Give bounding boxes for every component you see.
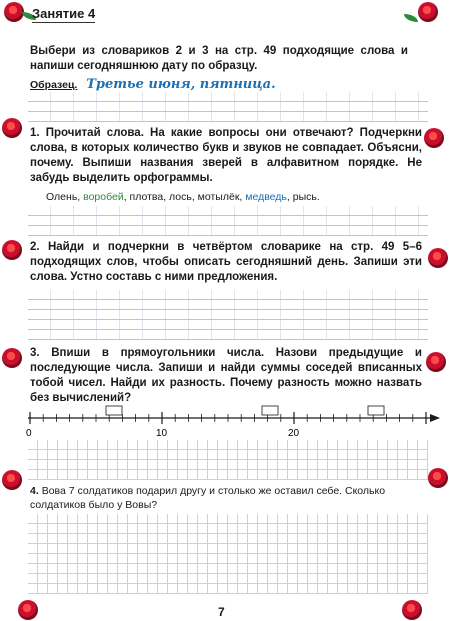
rose-decoration: [426, 352, 446, 372]
answer-box[interactable]: [262, 406, 278, 415]
word-list: , плотва, лось, мотылёк,: [123, 191, 246, 203]
number-line: [22, 404, 442, 444]
leaf-decoration: [404, 14, 418, 22]
intro-text: Выбери из словариков 2 и 3 на стр. 49 подходящие слова и напиши сегодняшнюю дату по образцу.: [30, 45, 408, 72]
sample-date: Третье июня, пятница.: [86, 77, 276, 92]
rose-decoration: [418, 2, 438, 22]
answer-box[interactable]: [106, 406, 122, 415]
word-highlight: воробей: [83, 191, 124, 203]
sample-row: [30, 78, 276, 92]
tick-label: 10: [156, 428, 168, 439]
rose-decoration: [2, 118, 22, 138]
task4-number: 4.: [30, 485, 39, 497]
rose-decoration: [4, 2, 24, 22]
rose-decoration: [2, 348, 22, 368]
task1-text: [30, 126, 422, 186]
task2-text: [30, 240, 422, 285]
tick-label: 20: [288, 428, 300, 439]
rose-decoration: [2, 240, 22, 260]
page-number: 7: [218, 605, 225, 619]
rose-decoration: [428, 468, 448, 488]
word-list: , рысь.: [286, 191, 320, 203]
rose-decoration: [424, 128, 444, 148]
rose-decoration: [2, 470, 22, 490]
rose-decoration: [18, 600, 38, 620]
task3-number: 3.: [30, 347, 40, 359]
task4-body: Вова 7 солдатиков подарил другу и столько же оставил себе. Сколько солдатиков было у Вовы?: [30, 485, 386, 511]
writing-lines: [28, 206, 428, 236]
task3-body: Впиши в прямоугольники числа. Назови предыдущие и последующие числа. Запиши и найди суммы соседей вписанных тобой чисел. Найди их разность. Почему разность можно назвать без вычислений?: [30, 347, 422, 404]
square-grid: [28, 440, 428, 480]
tick-label: 0: [26, 428, 32, 439]
task3-text: [30, 346, 422, 406]
answer-box[interactable]: [368, 406, 384, 415]
rose-decoration: [402, 600, 422, 620]
task1-number: 1.: [30, 127, 40, 139]
task1-body: Прочитай слова. На какие вопросы они отвечают? Подчеркни слова, в которых количество букв и звуков не совпадает. Объясни, почему. Выпиши названия зверей в алфавитном порядке. Не забудь выделить орфограммы.: [30, 127, 422, 184]
task4-text: [30, 484, 422, 512]
rose-decoration: [428, 248, 448, 268]
word-list: Олень,: [46, 191, 84, 203]
task2-body: Найди и подчеркни в четвёртом словарике на стр. 49 5–6 подходящих слов, чтобы описать сегодняшний день. Запиши эти слова. Устно составь с ними предложения.: [30, 241, 422, 283]
word-highlight: медведь: [245, 191, 287, 203]
writing-lines: [28, 290, 428, 340]
task1-words: [46, 190, 320, 204]
task2-number: 2.: [30, 241, 40, 253]
writing-lines: [28, 92, 428, 122]
sample-label: Образец.: [30, 79, 78, 91]
square-grid: [28, 514, 428, 594]
lesson-title: Занятие 4: [32, 6, 96, 21]
